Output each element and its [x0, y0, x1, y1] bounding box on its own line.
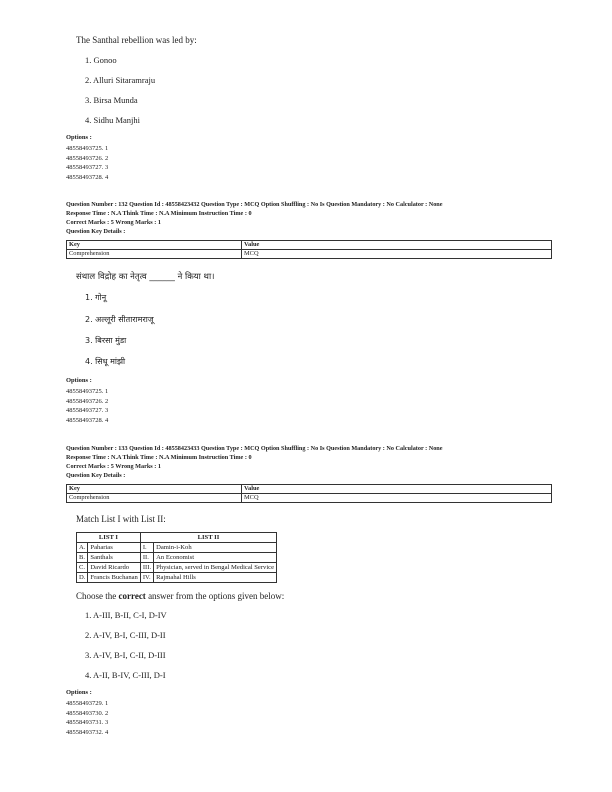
option-id: 48558493727. 3: [66, 407, 109, 415]
option-id: 48558493726. 2: [66, 154, 109, 162]
option-id: 48558493732. 4: [66, 728, 109, 736]
choice: 1. Gonoo: [85, 55, 117, 65]
key-header: Key: [67, 241, 242, 250]
row-numeral: I.: [140, 543, 153, 553]
choice: 1. गोनू: [85, 293, 107, 302]
choice: 3. बिरसा मुंडा: [85, 336, 127, 345]
key-details-table: [66, 484, 552, 503]
key-details-label: Question Key Details :: [66, 472, 126, 479]
key-header: Key: [67, 485, 242, 494]
question-text: The Santhal rebellion was led by:: [76, 35, 197, 45]
list2-item: Rajmahal Hills: [154, 573, 277, 583]
key-cell: Comprehension: [67, 250, 242, 259]
option-id: 48558493726. 2: [66, 397, 109, 405]
question-text: Match List I with List II:: [76, 514, 166, 524]
table-row: [77, 563, 277, 573]
choice: 4. A-II, B-IV, C-III, D-I: [85, 670, 166, 680]
list1-item: Santhals: [88, 553, 140, 563]
instruction-post: answer from the options given below:: [145, 591, 285, 601]
question-text-hindi: संथाल विद्रोह का नेतृत्व ______ ने किया था।: [76, 272, 215, 282]
meta-line: Question Number : 132 Question Id : 48558423432 Question Type : MCQ Option Shuffling : No Is Question Mandatory : No Calculator : None: [66, 201, 443, 208]
options-label: Options :: [66, 377, 92, 384]
key-details-table: [66, 240, 552, 259]
choice: 3. A-IV, B-I, C-II, D-III: [85, 650, 166, 660]
option-id: 48558493725. 1: [66, 388, 109, 395]
list2-item: An Economist: [154, 553, 277, 563]
choice: 4. सिधू मांझी: [85, 357, 126, 366]
list2-header: LIST II: [140, 533, 276, 543]
row-numeral: II.: [140, 553, 153, 563]
choice: 2. अल्लूरी सीतारामराजू: [85, 315, 154, 324]
question-meta: [66, 444, 443, 480]
row-numeral: IV.: [140, 573, 153, 583]
row-letter: A.: [77, 543, 88, 553]
option-id: 48558493728. 4: [66, 416, 109, 424]
list1-item: David Ricardo: [88, 563, 140, 573]
table-row: [77, 553, 277, 563]
meta-line: Correct Marks : 5 Wrong Marks : 1: [66, 463, 161, 470]
option-ids: [66, 699, 108, 737]
match-list-table: [76, 532, 277, 583]
key-cell: Comprehension: [67, 494, 242, 503]
meta-line: Response Time : N.A Think Time : N.A Minimum Instruction Time : 0: [66, 210, 252, 217]
list1-item: Francis Buchanan: [88, 573, 140, 583]
instruction-text: [76, 591, 284, 601]
row-letter: C.: [77, 563, 88, 573]
option-ids: [66, 387, 108, 425]
instruction-pre: Choose the: [76, 591, 119, 601]
row-numeral: III.: [140, 563, 153, 573]
list1-item: Paharias: [88, 543, 140, 553]
option-id: 48558493728. 4: [66, 173, 109, 181]
value-header: Value: [242, 241, 552, 250]
value-header: Value: [242, 485, 552, 494]
row-letter: B.: [77, 553, 88, 563]
key-details-label: Question Key Details :: [66, 228, 126, 235]
meta-line: Question Number : 133 Question Id : 48558423433 Question Type : MCQ Option Shuffling : No Is Question Mandatory : No Calculator : None: [66, 445, 443, 452]
choice: 2. A-IV, B-I, C-III, D-II: [85, 630, 166, 640]
options-label: Options :: [66, 134, 92, 141]
list2-item: Damin-i-Koh: [154, 543, 277, 553]
choice: 4. Sidhu Manjhi: [85, 115, 141, 125]
option-id: 48558493731. 3: [66, 719, 109, 727]
list2-item: Physician, served in Bengal Medical Service: [154, 563, 277, 573]
table-row: [77, 573, 277, 583]
option-id: 48558493725. 1: [66, 145, 109, 152]
instruction-bold: correct: [118, 591, 146, 601]
option-id: 48558493730. 2: [66, 709, 109, 717]
option-id: 48558493727. 3: [66, 164, 109, 172]
meta-line: Correct Marks : 5 Wrong Marks : 1: [66, 219, 161, 226]
option-ids: [66, 144, 108, 182]
choice: 3. Birsa Munda: [85, 95, 138, 105]
question-meta: [66, 200, 443, 236]
meta-line: Response Time : N.A Think Time : N.A Minimum Instruction Time : 0: [66, 454, 252, 461]
choice: 1. A-III, B-II, C-I, D-IV: [85, 610, 167, 620]
list1-header: LIST I: [77, 533, 141, 543]
value-cell: MCQ: [242, 494, 552, 503]
option-id: 48558493729. 1: [66, 700, 109, 707]
value-cell: MCQ: [242, 250, 552, 259]
options-label: Options :: [66, 689, 92, 696]
row-letter: D.: [77, 573, 88, 583]
table-row: [77, 543, 277, 553]
choice: 2. Alluri Sitaramraju: [85, 75, 156, 85]
